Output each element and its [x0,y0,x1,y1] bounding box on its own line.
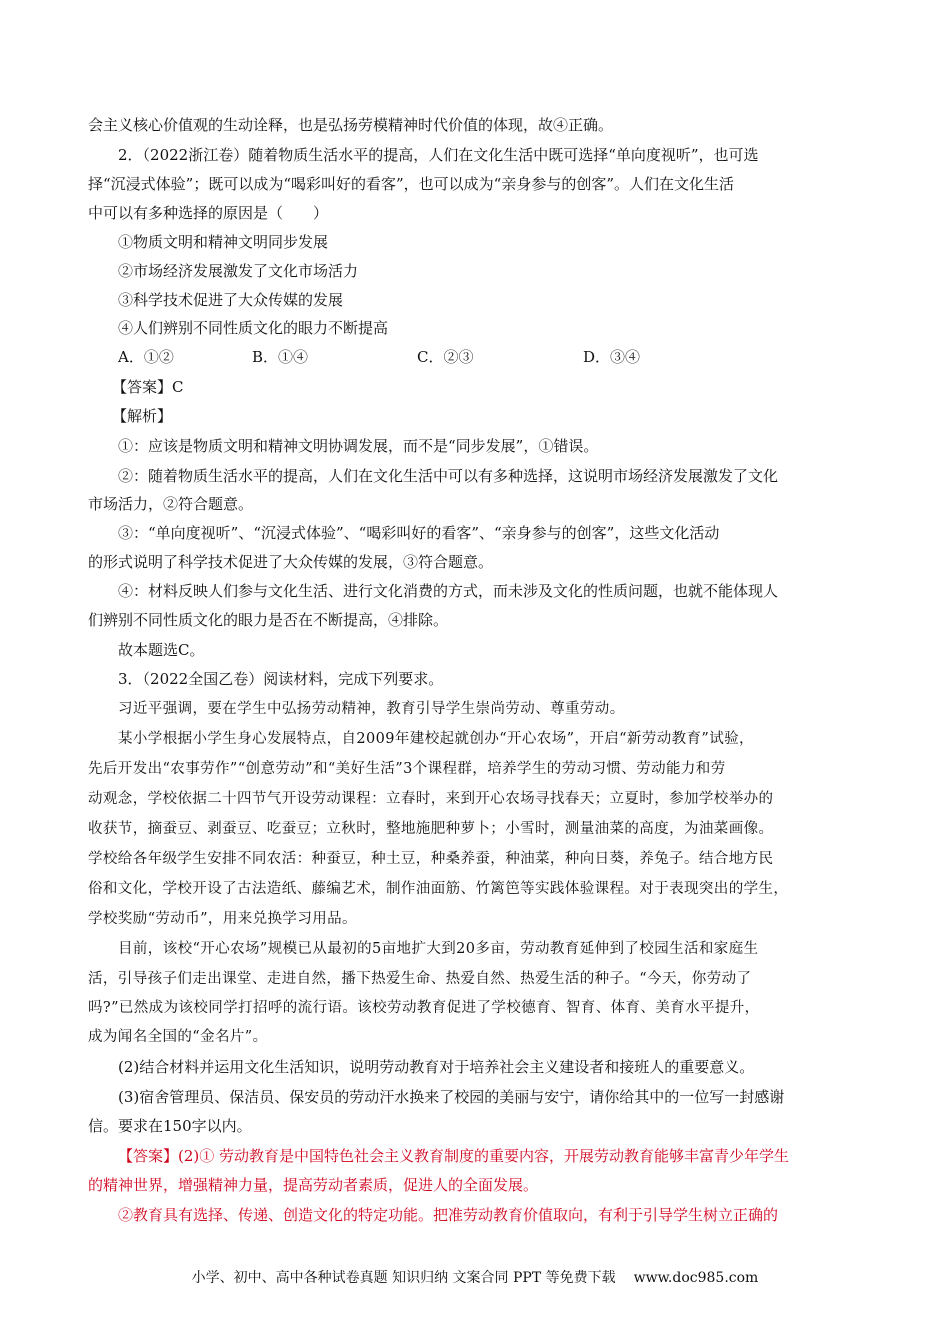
q2-stem-line-3: 中可以有多种选择的原因是（ ） [88,204,329,222]
q3-answer-line-3: ②教育具有选择、传递、创造文化的特定功能。把准劳动教育价值取向，有利于引导学生树立正确的 [118,1206,779,1224]
q2-answer: 【答案】C [112,378,184,396]
q2-analysis-label: 【解析】 [112,407,173,425]
q3-material-line-6: 学校给各年级学生安排不同农活：种蚕豆，种土豆，种桑养蚕，种油菜，种向日葵，养兔子。结合地方民 [88,851,774,867]
q2-analysis-line-4: ③：“单向度视听”、“沉浸式体验”、“喝彩叫好的看客”、“亲身参与的创客”，这些文化活动 [118,524,720,542]
q2-analysis-line-6: ④：材料反映人们参与文化生活、进行文化消费的方式，而未涉及文化的性质问题，也就不能体现人 [118,582,779,600]
q3-material-line-2: 某小学根据小学生身心发展特点，自2009年建校起就创办“开心农场”，开启“新劳动教育”试验， [118,731,754,747]
q2-stem-line-1: 2．（2022浙江卷）随着物质生活水平的提高，人们在文化生活中既可选择“单向度视听”，也可选 [118,146,759,164]
q3-material-line-11: 吗?”已然成为该校同学打招呼的流行语。该校劳动教育促进了学校德育、智育、体育、美育水平提升， [88,1000,760,1016]
q2-item-1: ①物质文明和精神文明同步发展 [118,233,329,251]
q3-material-line-5: 收获节，摘蚕豆、剥蚕豆、吃蚕豆；立秋时，整地施肥种萝卜；小雪时，测量油菜的高度，为油菜画像。 [88,821,774,837]
q3-material-line-12: 成为闻名全国的“金名片”。 [88,1029,268,1045]
q2-option-b: B．①④ [252,348,309,366]
q3-material-line-8: 学校奖励“劳动币”，用来兑换学习用品。 [88,911,357,927]
q3-requirement-2: (2)结合材料并运用文化生活知识，说明劳动教育对于培养社会主义建设者和接班人的重要意义。 [118,1058,755,1076]
footer-text: 小学、初中、高中各种试卷真题 知识归纳 文案合同 PPT 等免费下载 [191,1270,616,1286]
q2-analysis-line-7: 们辨别不同性质文化的眼力是否在不断提高，④排除。 [88,611,449,629]
q2-option-a: A．①② [118,348,174,366]
q3-material-line-10: 活，引导孩子们走出课堂、走进自然，播下热爱生命、热爱自然、热爱生活的种子。“今天，你劳动了 [88,971,752,987]
previous-answer-tail: 会主义核心价值观的生动诠释，也是弘扬劳模精神时代价值的体现，故④正确。 [88,116,614,134]
q2-item-4: ④人们辨别不同性质文化的眼力不断提高 [118,319,389,337]
q2-option-d: D．③④ [583,348,641,366]
q2-analysis-line-5: 的形式说明了科学技术促进了大众传媒的发展，③符合题意。 [88,553,494,571]
q2-item-2: ②市场经济发展激发了文化市场活力 [118,262,359,280]
q3-requirement-3-line-2: 信。要求在150字以内。 [88,1117,252,1135]
q2-stem-line-2: 择“沉浸式体验”；既可以成为“喝彩叫好的看客”，也可以成为“亲身参与的创客”。人们在文化生活 [88,175,735,193]
q3-material-line-9: 目前，该校“开心农场”规模已从最初的5亩地扩大到20多亩，劳动教育延伸到了校园生活和家庭生 [118,941,759,957]
q3-requirement-3-line-1: (3)宿舍管理员、保洁员、保安员的劳动汗水换来了校园的美丽与安宁，请你给其中的一位写一封感谢 [118,1088,785,1106]
q3-material-line-3: 先后开发出“农事劳作”“创意劳动”和“美好生活”3个课程群，培养学生的劳动习惯、劳动能力和劳 [88,761,726,777]
q3-stem: 3．（2022全国乙卷）阅读材料，完成下列要求。 [118,670,444,688]
q3-answer-line-1: 【答案】(2)① 劳动教育是中国特色社会主义教育制度的重要内容，开展劳动教育能够丰富青少年学生 [118,1147,790,1165]
q2-analysis-line-1: ①：应该是物质文明和精神文明协调发展，而不是“同步发展”，①错误。 [118,437,599,455]
page-footer [0,1267,950,1287]
q2-conclusion: 故本题选C。 [118,641,205,659]
q3-answer-line-2: 的精神世界，增强精神力量，提高劳动者素质，促进人的全面发展。 [88,1176,539,1194]
q2-item-3: ③科学技术促进了大众传媒的发展 [118,291,344,309]
q3-material-line-1: 习近平强调，要在学生中弘扬劳动精神，教育引导学生崇尚劳动、尊重劳动。 [118,701,625,717]
q2-analysis-line-2: ②：随着物质生活水平的提高，人们在文化生活中可以有多种选择，这说明市场经济发展激发了文化 [118,467,779,485]
footer-url[interactable]: www.doc985.com [633,1270,759,1286]
q3-material-line-4: 动观念，学校依据二十四节气开设劳动课程：立春时，来到开心农场寻找春天；立夏时，参加学校举办的 [88,791,774,807]
q2-option-c: C．②③ [417,348,474,366]
q2-analysis-line-3: 市场活力，②符合题意。 [88,495,254,513]
q3-material-line-7: 俗和文化，学校开设了古法造纸、藤编艺术，制作油面筋、竹篱笆等实践体验课程。对于表现突出的学生， [88,881,789,897]
